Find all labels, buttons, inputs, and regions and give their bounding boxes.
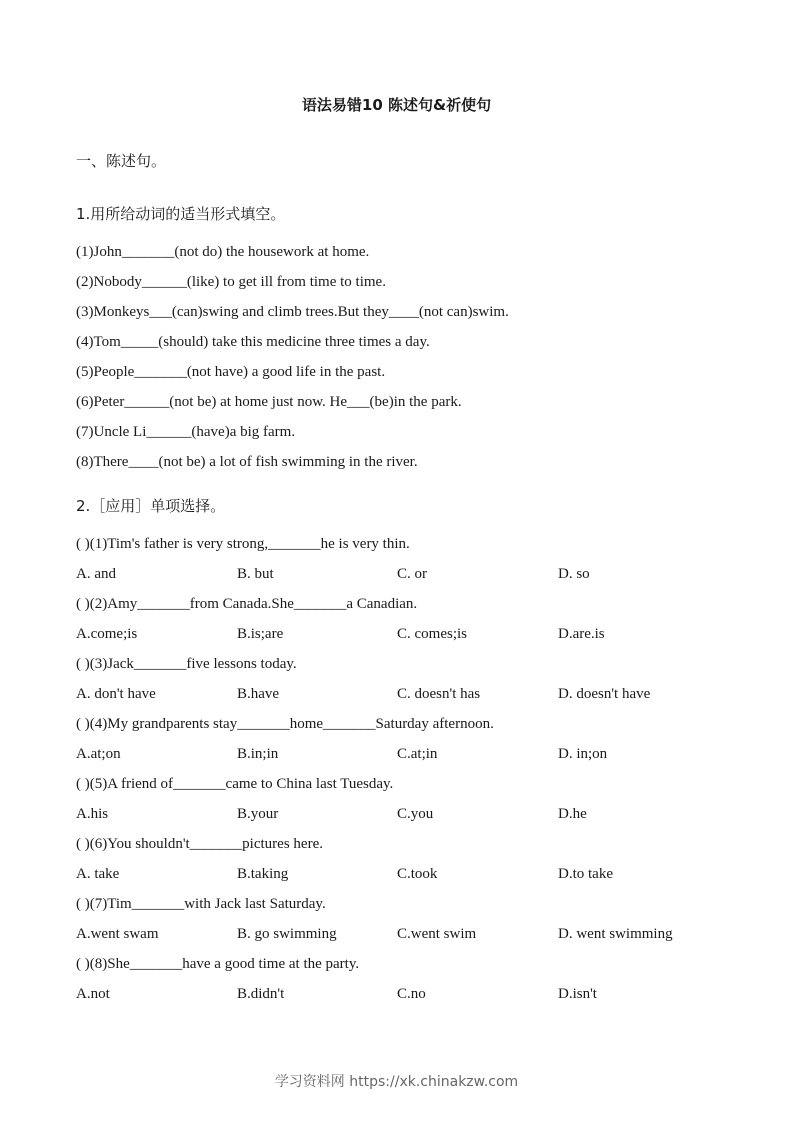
option-b: B.is;are — [237, 626, 284, 642]
option-d: D.are.is — [558, 626, 605, 642]
option-b: B.have — [237, 686, 280, 702]
option-c: C. doesn't has — [397, 686, 481, 702]
fill-item: (6)Peter______(not be) at home just now. He___(be)in the park. — [76, 394, 462, 410]
question-2-heading: 2.［应用］单项选择。 — [76, 497, 226, 515]
option-d: D. so — [558, 566, 590, 582]
choice-stem: ( )(6)You shouldn't_______pictures here. — [76, 836, 323, 852]
fill-item: (5)People_______(not have) a good life in the past. — [76, 364, 386, 380]
footer-watermark: 学习资料网 https://xk.chinakzw.com — [274, 1074, 519, 1090]
option-c: C.went swim — [397, 926, 477, 942]
option-a: A.went swam — [76, 926, 159, 942]
option-a: A.come;is — [76, 626, 138, 642]
option-b: B.in;in — [237, 746, 279, 762]
option-d: D.he — [558, 806, 587, 822]
fill-item: (4)Tom_____(should) take this medicine three times a day. — [76, 334, 430, 350]
option-a: A. don't have — [76, 686, 156, 702]
section-heading: 一、陈述句。 — [76, 152, 167, 170]
option-a: A.at;on — [76, 746, 121, 762]
page-title: 语法易错10 陈述句&祈使句 — [301, 96, 492, 114]
fill-item: (3)Monkeys___(can)swing and climb trees.But they____(not can)swim. — [76, 304, 509, 320]
choice-options — [76, 866, 736, 886]
option-b: B.taking — [237, 866, 289, 882]
choice-options — [76, 806, 736, 826]
option-a: A. take — [76, 866, 120, 882]
choice-options — [76, 686, 736, 706]
choice-stem: ( )(8)She_______have a good time at the party. — [76, 956, 360, 972]
option-a: A.his — [76, 806, 109, 822]
choice-options — [76, 626, 736, 646]
option-a: A. and — [76, 566, 116, 582]
option-c: C.you — [397, 806, 434, 822]
choice-stem: ( )(4)My grandparents stay_______home_______Saturday afternoon. — [76, 716, 494, 732]
question-1-heading: 1.用所给动词的适当形式填空。 — [76, 205, 286, 223]
choice-stem: ( )(3)Jack_______five lessons today. — [76, 656, 297, 672]
fill-item: (1)John_______(not do) the housework at home. — [76, 244, 370, 260]
option-a: A.not — [76, 986, 110, 1002]
fill-item: (8)There____(not be) a lot of fish swimming in the river. — [76, 454, 418, 470]
option-d: D.isn't — [558, 986, 597, 1002]
fill-item: (7)Uncle Li______(have)a big farm. — [76, 424, 296, 440]
option-b: B. but — [237, 566, 274, 582]
option-c: C.no — [397, 986, 426, 1002]
option-d: D. in;on — [558, 746, 608, 762]
choice-options — [76, 986, 736, 1006]
choice-stem: ( )(1)Tim's father is very strong,_______he is very thin. — [76, 536, 410, 552]
choice-options — [76, 926, 736, 946]
fill-item: (2)Nobody______(like) to get ill from time to time. — [76, 274, 386, 290]
choice-stem: ( )(7)Tim_______with Jack last Saturday. — [76, 896, 326, 912]
choice-options — [76, 746, 736, 766]
option-b: B. go swimming — [237, 926, 337, 942]
option-d: D.to take — [558, 866, 613, 882]
option-d: D. went swimming — [558, 926, 673, 942]
option-c: C. comes;is — [397, 626, 467, 642]
choice-stem: ( )(5)A friend of_______came to China last Tuesday. — [76, 776, 394, 792]
choice-options — [76, 566, 736, 586]
option-c: C. or — [397, 566, 427, 582]
option-d: D. doesn't have — [558, 686, 651, 702]
option-c: C.at;in — [397, 746, 438, 762]
option-b: B.your — [237, 806, 279, 822]
choice-stem: ( )(2)Amy_______from Canada.She_______a Canadian. — [76, 596, 418, 612]
option-c: C.took — [397, 866, 438, 882]
option-b: B.didn't — [237, 986, 285, 1002]
